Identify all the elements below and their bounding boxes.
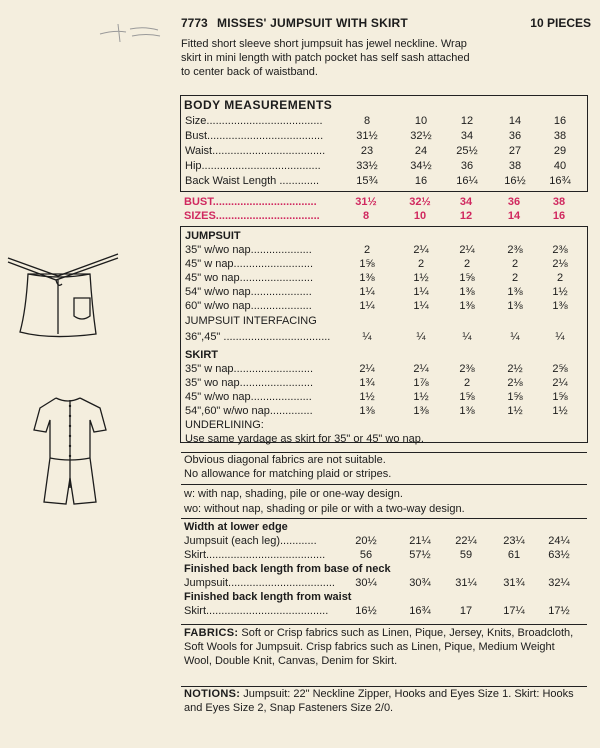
section-title-label: SKIRT (185, 349, 218, 361)
section-title-row (180, 520, 588, 534)
measurement-value: 16 (414, 175, 428, 187)
measurement-value: 40 (553, 160, 567, 172)
jumpsuit-yardage-label: 35" w/wo nap.................... (185, 244, 312, 256)
measurement-value: 31½ (356, 130, 378, 142)
neck-length-value: 31¼ (455, 577, 477, 589)
measurement-row (181, 129, 589, 143)
width-measure-value: 56 (359, 549, 373, 561)
skirt-yardage-value: 2¼ (552, 377, 568, 389)
jumpsuit-yardage-value: 2¼ (459, 244, 475, 256)
jumpsuit-yardage-value: 2⅜ (507, 244, 523, 256)
skirt-yardage-value: 1⅝ (459, 391, 475, 403)
skirt-yardage-row (181, 404, 589, 418)
jumpsuit-yardage-value: 2 (511, 272, 519, 284)
jumpsuit-yardage-value: 1¼ (359, 300, 375, 312)
measurement-value: 16¼ (456, 175, 478, 187)
measurement-value: 34½ (410, 160, 432, 172)
measurement-value: 29 (553, 145, 567, 157)
bust-size-value: 32½ (409, 196, 431, 208)
pattern-title: MISSES' JUMPSUIT WITH SKIRT (217, 16, 408, 30)
skirt-yardage-label: 45" w/wo nap.................... (185, 391, 312, 403)
neck-length-value: 30¼ (355, 577, 377, 589)
pattern-pieces: 10 PIECES (530, 16, 591, 30)
body-measurements-title: BODY MEASUREMENTS (184, 98, 333, 112)
note-line: Obvious diagonal fabrics are not suitable. (184, 454, 386, 466)
bust-size-label: SIZES.................................. (184, 210, 320, 222)
neck-length-row (180, 576, 588, 590)
jumpsuit-yardage-label: 45" w nap.......................... (185, 258, 314, 270)
jumpsuit-yardage-value: 1⅜ (552, 300, 568, 312)
jumpsuit-yardage-row (181, 271, 589, 285)
bust-size-row (180, 195, 588, 209)
interfacing-yardage-value: ¼ (510, 331, 520, 343)
jumpsuit-yardage-value: 2 (363, 244, 371, 256)
measurement-value: 16¾ (549, 175, 571, 187)
width-measure-row (180, 534, 588, 548)
interfacing-yardage-value: ¼ (462, 331, 472, 343)
nap-note-line: wo: without nap, shading or pile or with a two-way design. (184, 503, 465, 515)
section-title-row (181, 418, 589, 432)
measurement-label: Bust...................................... (185, 130, 324, 142)
width-measure-value: 63½ (548, 549, 570, 561)
jumpsuit-back-sketch (30, 392, 120, 522)
skirt-yardage-row (181, 362, 589, 376)
skirt-yardage-row (181, 390, 589, 404)
pattern-description (181, 37, 581, 79)
bust-size-value: 31½ (355, 196, 377, 208)
neck-length-value: 31¾ (503, 577, 525, 589)
bust-size-value: 34 (459, 196, 473, 208)
divider (181, 624, 587, 625)
skirt-yardage-value: 1⅝ (552, 391, 568, 403)
measurement-row (181, 174, 589, 188)
measurement-value: 16½ (504, 175, 526, 187)
bust-size-value: 10 (413, 210, 427, 222)
jumpsuit-yardage-value: 1⅜ (507, 286, 523, 298)
bust-size-value: 12 (459, 210, 473, 222)
underlining-note-row (181, 432, 589, 446)
jumpsuit-yardage-value: 2⅜ (552, 244, 568, 256)
skirt-yardage-row (181, 376, 589, 390)
width-measure-value: 21¼ (409, 535, 431, 547)
jumpsuit-yardage-value: 1½ (552, 286, 568, 298)
interfacing-yardage-value: ¼ (555, 331, 565, 343)
width-measure-value: 59 (459, 549, 473, 561)
skirt-yardage-value: 1⅝ (507, 391, 523, 403)
fabrics-label: FABRICS: (184, 627, 239, 639)
section-title-label: Width at lower edge (184, 521, 288, 533)
waist-length-value: 16¾ (409, 605, 431, 617)
interfacing-yardage-value: ¼ (416, 331, 426, 343)
jumpsuit-yardage-value: 1¼ (413, 300, 429, 312)
description-line: skirt in mini length with patch pocket has self sash attached (181, 52, 470, 64)
jumpsuit-yardage-row (181, 243, 589, 257)
note-line: No allowance for matching plaid or stripes. (184, 468, 392, 480)
width-measure-value: 24¼ (548, 535, 570, 547)
width-measure-value: 22¼ (455, 535, 477, 547)
body-measurements-box (180, 95, 588, 192)
underlining-note-label: Use same yardage as skirt for 35" or 45" wo nap. (185, 433, 424, 445)
jumpsuit-yardage-label: 54" w/wo nap.................... (185, 286, 312, 298)
width-measure-value: 57½ (409, 549, 431, 561)
interfacing-yardage-row (181, 330, 589, 344)
width-measure-value: 61 (507, 549, 521, 561)
neck-length-label: Jumpsuit................................... (184, 577, 335, 589)
measurement-value: 23 (360, 145, 374, 157)
measurement-value: 38 (553, 130, 567, 142)
pencil-scribble (96, 20, 166, 48)
waist-length-label: Skirt........................................ (184, 605, 329, 617)
jumpsuit-yardage-value: 1⅝ (359, 258, 375, 270)
measurement-value: 33½ (356, 160, 378, 172)
measurement-value: 38 (508, 160, 522, 172)
jumpsuit-yardage-value: 2 (463, 258, 471, 270)
interfacing-yardage-label: 36",45" ................................... (185, 331, 331, 343)
section-title-row (180, 590, 588, 604)
section-title-label: JUMPSUIT INTERFACING (185, 315, 317, 327)
section-title-label: Finished back length from base of neck (184, 563, 391, 575)
divider (181, 484, 587, 485)
fabrics-text: Soft or Crisp fabrics such as Linen, Pique, Jersey, Knits, Broadcloth, Soft Wools for Jumpsuit. Crisp fabrics such as Linen, Pique, Medium Weight Wool, Double Knit, Canvas, Denim for Skirt. (184, 627, 574, 667)
skirt-yardage-value: 1¾ (359, 377, 375, 389)
skirt-yardage-value: 1⅜ (359, 405, 375, 417)
description-line: Fitted short sleeve short jumpsuit has jewel neckline. Wrap (181, 38, 467, 50)
skirt-yardage-value: 2½ (507, 363, 523, 375)
jumpsuit-yardage-row (181, 285, 589, 299)
measurement-label: Size...................................... (185, 115, 323, 127)
skirt-yardage-label: 54",60" w/wo nap.............. (185, 405, 313, 417)
pattern-header (181, 16, 591, 32)
jumpsuit-yardage-value: 1⅝ (459, 272, 475, 284)
skirt-yardage-value: 1½ (552, 405, 568, 417)
jumpsuit-yardage-row (181, 257, 589, 271)
width-measure-label: Skirt....................................... (184, 549, 326, 561)
section-title-row (180, 562, 588, 576)
skirt-yardage-value: 2 (463, 377, 471, 389)
notions-block (184, 687, 584, 715)
skirt-yardage-label: 35" w nap.......................... (185, 363, 314, 375)
pattern-number: 7773 (181, 16, 208, 30)
skirt-yardage-value: 2⅜ (459, 363, 475, 375)
measurement-value: 14 (508, 115, 522, 127)
neck-length-value: 30¾ (409, 577, 431, 589)
bust-size-value: 16 (552, 210, 566, 222)
measurement-label: Back Waist Length ............. (185, 175, 320, 187)
nap-note-line: w: with nap, shading, pile or one-way design. (184, 488, 403, 500)
section-title-label: JUMPSUIT (185, 230, 241, 242)
waist-length-value: 16½ (355, 605, 377, 617)
skirt-yardage-value: 1½ (413, 391, 429, 403)
bust-size-row (180, 209, 588, 223)
measurement-value: 36 (460, 160, 474, 172)
notions-label: NOTIONS: (184, 688, 241, 700)
finished-measurements (180, 520, 588, 620)
skirt-yardage-value: 2¼ (359, 363, 375, 375)
width-measure-value: 20½ (355, 535, 377, 547)
jumpsuit-yardage-row (181, 299, 589, 313)
measurement-value: 36 (508, 130, 522, 142)
waist-length-value: 17 (459, 605, 473, 617)
section-title-row (181, 348, 589, 362)
bust-size-value: 8 (362, 210, 370, 222)
skirt-yardage-value: 2⅛ (507, 377, 523, 389)
bust-size-value: 38 (552, 196, 566, 208)
jumpsuit-yardage-value: 1¼ (413, 286, 429, 298)
measurement-value: 8 (363, 115, 371, 127)
width-measure-value: 23¼ (503, 535, 525, 547)
jumpsuit-yardage-label: 45" wo nap........................ (185, 272, 314, 284)
skirt-yardage-value: 2⅝ (552, 363, 568, 375)
jumpsuit-yardage-value: 1⅜ (507, 300, 523, 312)
notions-text: Jumpsuit: 22" Neckline Zipper, Hooks and Eyes Size 1. Skirt: Hooks and Eyes Size 2, Snap Fasteners Size 2/0. (184, 688, 574, 714)
divider (181, 518, 587, 519)
jumpsuit-yardage-label: 60" w/wo nap.................... (185, 300, 312, 312)
jumpsuit-yardage-value: 1⅜ (359, 272, 375, 284)
measurement-label: Waist..................................... (185, 145, 326, 157)
jumpsuit-yardage-value: 2 (511, 258, 519, 270)
jumpsuit-yardage-value: 2¼ (413, 244, 429, 256)
bust-size-value: 14 (507, 210, 521, 222)
jumpsuit-yardage-value: 2⅛ (552, 258, 568, 270)
waist-length-value: 17¼ (503, 605, 525, 617)
measurement-value: 24 (414, 145, 428, 157)
section-title-row (181, 229, 589, 243)
skirt-yardage-value: 1⅞ (413, 377, 429, 389)
jumpsuit-yardage-value: 1¼ (359, 286, 375, 298)
skirt-yardage-value: 1½ (359, 391, 375, 403)
jumpsuit-yardage-value: 1½ (413, 272, 429, 284)
skirt-back-sketch (0, 240, 130, 350)
jumpsuit-yardage-value: 2 (556, 272, 564, 284)
measurement-value: 16 (553, 115, 567, 127)
bust-size-label: BUST.................................. (184, 196, 317, 208)
bust-sizes-block (180, 195, 588, 225)
waist-length-row (180, 604, 588, 618)
measurement-label: Hip....................................... (185, 160, 321, 172)
measurement-value: 27 (508, 145, 522, 157)
neck-length-value: 32¼ (548, 577, 570, 589)
section-title-row (181, 314, 589, 328)
section-title-label: UNDERLINING: (185, 419, 264, 431)
width-measure-row (180, 548, 588, 562)
measurement-value: 34 (460, 130, 474, 142)
measurement-value: 10 (414, 115, 428, 127)
waist-length-value: 17½ (548, 605, 570, 617)
description-line: to center back of waistband. (181, 66, 318, 78)
skirt-yardage-value: 1⅜ (459, 405, 475, 417)
measurement-row (181, 159, 589, 173)
jumpsuit-yardage-value: 1⅜ (459, 286, 475, 298)
interfacing-yardage-value: ¼ (362, 331, 372, 343)
yardage-box (180, 226, 588, 443)
skirt-yardage-label: 35" wo nap........................ (185, 377, 314, 389)
skirt-yardage-value: 2¼ (413, 363, 429, 375)
measurement-value: 12 (460, 115, 474, 127)
section-title-label: Finished back length from waist (184, 591, 352, 603)
fabrics-block (184, 626, 584, 668)
measurement-value: 32½ (410, 130, 432, 142)
measurement-value: 25½ (456, 145, 478, 157)
measurement-value: 15¾ (356, 175, 378, 187)
skirt-yardage-value: 1½ (507, 405, 523, 417)
skirt-yardage-value: 1⅜ (413, 405, 429, 417)
bust-size-value: 36 (507, 196, 521, 208)
measurement-row (181, 144, 589, 158)
jumpsuit-yardage-value: 2 (417, 258, 425, 270)
measurement-row (181, 114, 589, 128)
width-measure-label: Jumpsuit (each leg)............ (184, 535, 317, 547)
jumpsuit-yardage-value: 1⅜ (459, 300, 475, 312)
